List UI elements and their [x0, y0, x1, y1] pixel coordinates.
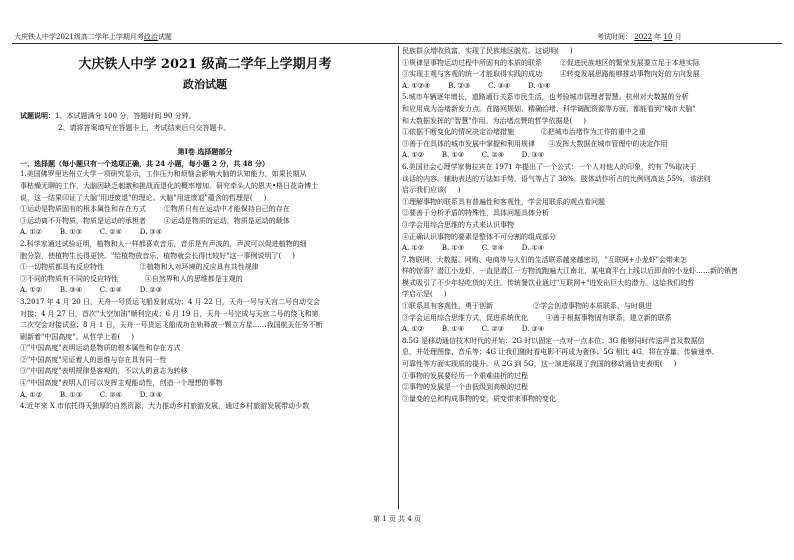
question-line: 二次交会对接试验；8 月 1 日，天舟一号货运飞船成功在轨释放一颗立方星……我国航天任务不断	[20, 321, 323, 330]
page-footer: 第 1 页 共 4 页	[372, 515, 422, 523]
question-line: 学启示是( )	[402, 290, 447, 299]
question-line: ①联系具有客观性，勇于创新 ②学会创造事物的本质联系，与时俱进	[402, 302, 653, 311]
question-line: 5.城市车辆逐年增长，道路通行关系市民生活，也考验城市管理者智慧。杭州对大数据的分析	[402, 93, 689, 102]
question-line: 3.2017 年 4 月 20 日，天舟一号货运飞船发射成功；4 月 22 日，天舟一号与天宫二号自动交会	[20, 297, 321, 306]
header-divider	[12, 43, 782, 44]
question-line: 6.美国社会心理学家梅拉宾在 1971 年提出了一个公式：一个人对他人的印象，约有 7%取决于	[402, 162, 697, 171]
question-line: ③学会用综合思维的方式来认识事物	[402, 220, 514, 229]
question-line: ③运动离不开物质，物质是运动的承担者 ④运动是物质的运动，物质是运动的载体	[20, 216, 290, 225]
question-line: ④"中国高度"表明人们可以发挥主观能动性，创造一个理想的事物	[20, 379, 223, 388]
notes-line2: 2、请将答案填写在答题卡上，考试结束后只交答题卡。	[58, 123, 231, 132]
header-month-label: 月	[674, 33, 682, 41]
question-line: ③"中国高度"表明规律是客观的，不以人的意志为转移	[20, 367, 188, 376]
question-line: ③量变的总和构成事物的变，质变带来事物的变化	[402, 394, 556, 403]
question-line: 事枯燥无聊的工作，大脑因缺乏刺激和挑战而退化的概率增加。研究牵头人的恩夫•格日花奇博士	[20, 181, 319, 190]
question-line: ①一切物质都具有反应特性 ②植物和人对环境的反应具有共性规律	[20, 263, 259, 272]
header-year: 2022	[634, 33, 653, 41]
exam-subtitle: 政治试题	[183, 78, 227, 91]
question-line: 胞分裂，使植物生长得更快。"给植物放音乐，植物就会长得比较好"这一事例说明了( )	[20, 251, 296, 260]
header-month: 10	[663, 33, 673, 41]
question-line: A. ①② B. ①③ C. ②④ D. ①④	[402, 244, 545, 253]
question-line: 可靠性等方面实现质的提升。从 2G 到 5G，这一演进展现了我国的移动通信史表明( )	[402, 360, 677, 369]
question-line: 和应用成为治堵新发力点。在路网规划、精确治堵、科学调配资源等方面，都能看到"城市大脑"	[402, 104, 696, 113]
left-column	[20, 46, 390, 413]
question-line: A. ①② B. ①④ C. ②③ D. ③④	[402, 325, 545, 334]
column-divider	[398, 46, 399, 509]
question-line: 模式吸引了不少年轻吃货的关注。传统餐饮业通过"互联网+"进发出巨大的潜力。这给我们的哲	[402, 278, 695, 287]
question-line: ③不同的物质有不同的反应特性 ④自然界和人的思维都是主观的	[20, 274, 243, 283]
question-line: ①依据不断变化的情况决定治堵措施 ②把城市治堵作为工作的重中之重	[402, 128, 646, 137]
notes-line1	[20, 110, 390, 123]
question-line: ③善于在具体的城市发展中掌握和利用规律 ④发挥大数据在城市管理中的决定作用	[402, 139, 668, 148]
question-line: 民族群众增收致富，实现了民族地区脱贫。这说明( )	[402, 47, 573, 55]
question-line: 8.5G 是移动通信技术时代的开始：2G 时以固定一点对一点本位；3G 能够同时传送声音及数据信	[402, 336, 705, 345]
question-line: 和大数据发挥的"智慧"作用。为治堵点赞的哲学依据是( )	[402, 116, 587, 125]
question-line: 7.物联网、大数据、网购、电商等与人们的生活联系越来越密切，"互联网+小龙虾"会带来怎	[402, 255, 687, 264]
header-right	[597, 32, 682, 42]
header-school: 大庆铁人中学2021级高二学年上学期月考	[14, 33, 144, 41]
question-line: A. ①②④ B. ②③ C. ③④ D. ①④	[402, 81, 551, 90]
question-line: 1.美国佛罗里达州立大学一项研究显示，工作压力和烦恼会影响大脑的认知能力，如果长期从	[20, 170, 307, 179]
header-left	[14, 32, 172, 42]
header-suffix: 试题	[157, 33, 172, 41]
question-line: 启示我们应该( )	[402, 186, 461, 195]
question-line: ②要善于分析矛盾的特殊性，具体问题具体分析	[402, 209, 549, 218]
question-line: A. ①② B. ①③ C. ②④ D. ③④	[20, 390, 163, 399]
question-line: ①"中国高度"表明运动是物质的根本属性和存在方式	[20, 344, 181, 353]
notes-text1: 1、本试题满分 100 分，答题时间 90 分钟。	[55, 112, 196, 120]
right-column	[402, 46, 782, 405]
exam-title: 大庆铁人中学 2021 级高二学年上学期月考	[78, 57, 332, 72]
question-line: ①运动是物质固有的根本属性和存在方式 ②物质只有在运动中才能保持自己的存在	[20, 205, 290, 214]
notes-label: 试题说明：	[20, 111, 55, 120]
right-question-body	[402, 46, 782, 405]
question-line: 谈话的内容，辅助表达的方法如手势、语气等占了 38%，肢体动作所占的比例则高达 55%，该法则	[402, 174, 711, 183]
question-line: ②事物的发展是一个由低级到高级的过程	[402, 383, 528, 392]
question-line: 对接；4 月 27 日，首次"太空加油"顺利完成；6 月 19 日，天舟一号完成与天宫二号的绕飞和第	[20, 309, 319, 318]
question-line: A. ①② B. ①③ C. ②④ D. ③④	[402, 151, 545, 160]
question-line: 说，这一结果印证了大脑"用进废退"的理论。大脑"用进废退"蕴含的哲理是( )	[20, 193, 267, 202]
question-line: ③实现主观与客观的统一才能取得实践的成功 ④转变发展思路能够推动事物向好的方向发展	[402, 70, 700, 79]
section-title: 第Ⅰ卷 选择题部分	[177, 147, 233, 157]
question-line: A. ①② B. ③④ C. ①④ D. ②③	[20, 286, 163, 295]
question-line: ②"中国高度"见证着人的思维与存在具有同一性	[20, 355, 167, 364]
header-time-label: 考试时间：	[597, 33, 632, 41]
question-line: ③学会运用综合思维方式，促进系统优化 ④善于根据事物固有联系，建立新的联系	[402, 313, 672, 322]
question-line: 息，并处理图像、音乐等；4G 让我们随时看电影不再成为奢侈；5G 相比 4G，将在容量、传输速率、	[402, 348, 719, 357]
question-line: 刷新着"中国高度"。从哲学上看( )	[20, 332, 135, 341]
question-line: ④正确认识事物的要素是整体不可分割的组成部分	[402, 232, 556, 241]
question-line: 2.科学家通过试验证明，植物和人一样都喜欢音乐，音乐是有声波的，声波可以促进植物的细	[20, 239, 307, 248]
header-subject: 政治	[143, 33, 158, 41]
question-line: 样的惊喜？潜江小龙虾，一直是潜江一方物流跑遍大江南北，某电商平台上线以后即食的小龙虾……新的销售	[402, 267, 738, 276]
question-line: 4.近年来 X 市依托得天独厚的自然资源，大力推动乡村旅游发展，通过乡村旅游发展带动少数	[20, 402, 310, 411]
section-desc: 一、选择题（每小题只有一个选项正确，共 24 小题，每小题 2 分，共 48 分）	[20, 158, 269, 168]
question-line: ①规律是事物运动过程中所固有的本质的联系 ②促进民族地区的繁荣发展要立足于本地实际	[402, 58, 700, 67]
left-question-body	[20, 169, 390, 412]
header-year-label: 年	[654, 33, 662, 41]
question-line: A. ①② B. ①③ C. ②④ D. ③④	[20, 228, 163, 237]
question-line: ①理解事物的联系具有普遍性和客观性，学会用联系的观点看问题	[402, 197, 605, 206]
question-line: ①事物的发展要经历一个艰难曲折的过程	[402, 371, 528, 380]
